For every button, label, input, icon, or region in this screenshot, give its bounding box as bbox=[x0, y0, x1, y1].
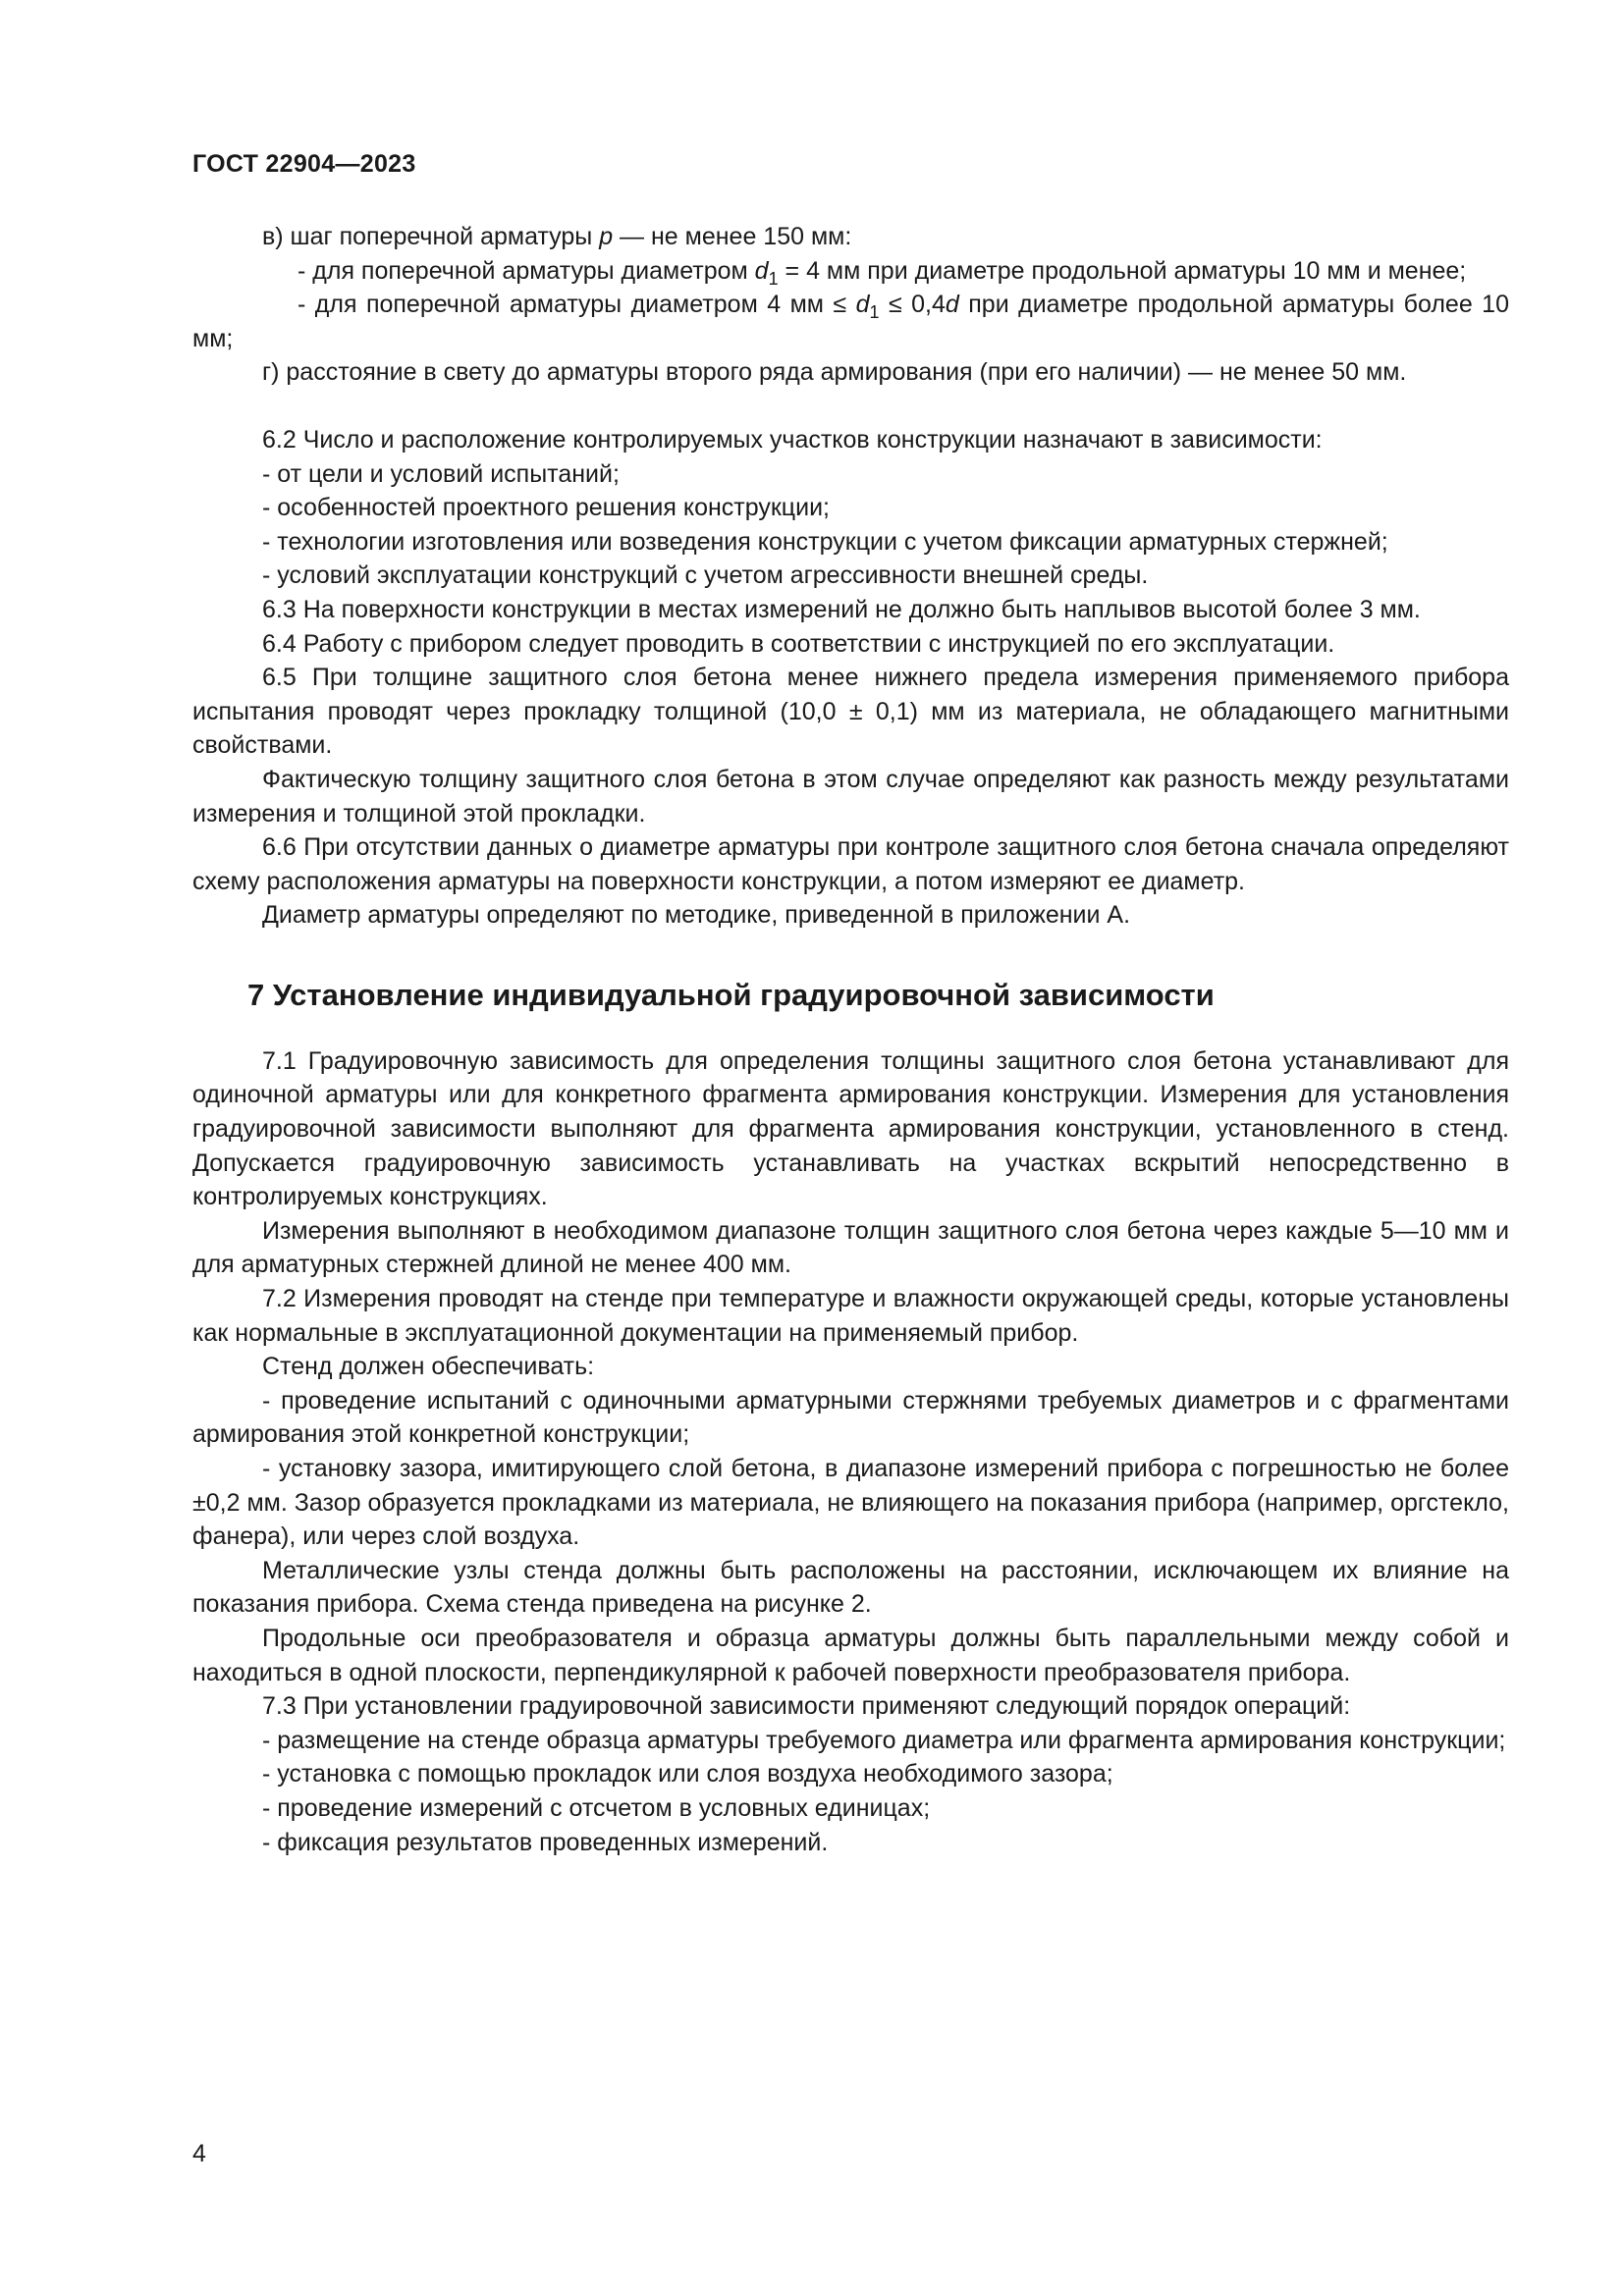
clause-7-2-axes: Продольные оси преобразователя и образца арматуры должны быть параллельными между собой и находиться в одной плоскости, перпендикулярной к рабочей поверхности преобразователя прибора. bbox=[192, 1624, 1509, 1686]
clause-6-2-list-item: - от цели и условий испытаний; bbox=[262, 459, 620, 488]
clause-7-3: 7.3 При установлении градуировочной зависимости применяют следующий порядок операций: bbox=[262, 1692, 1351, 1721]
item-v: в) шаг поперечной арматуры р — не менее 150 мм: bbox=[262, 223, 852, 250]
clause-6-2: 6.2 Число и расположение контролируемых участков конструкции назначают в зависимости: bbox=[262, 425, 1323, 454]
clause-6-5-note: Фактическую толщину защитного слоя бетона в этом случае определяют как разность между результатами измерения и толщиной этой прокладки. bbox=[192, 765, 1509, 828]
clause-7-3-list-item: - размещение на стенде образца арматуры требуемого диаметра или фрагмента армирования конструкции; bbox=[262, 1726, 1506, 1754]
clause-7-1-note: Измерения выполняют в необходимом диапазоне толщин защитного слоя бетона через каждые 5—10 мм и для арматурных стержней длиной не менее 400 мм. bbox=[192, 1216, 1509, 1279]
clause-6-3: 6.3 На поверхности конструкции в местах измерений не должно быть наплывов высотой более 3 мм. bbox=[262, 595, 1421, 623]
clause-6-5: 6.5 При толщине защитного слоя бетона менее нижнего предела измерения применяемого прибора испытания проводят через прокладку толщиной (10,0 ± 0,1) мм из материала, не обладающего магнитными свойствами. bbox=[192, 664, 1509, 760]
section-7-heading: 7 Установление индивидуальной градуировочной зависимости bbox=[247, 977, 1215, 1012]
clause-6-4: 6.4 Работу с прибором следует проводить в соответствии с инструкцией по его эксплуатации. bbox=[262, 629, 1335, 658]
clause-7-2-metal: Металлические узлы стенда должны быть расположены на расстоянии, исключающем их влияние на показания прибора. Схема стенда приведена на рисунке 2. bbox=[192, 1556, 1509, 1619]
item-g: г) расстояние в свету до арматуры второго ряда армирования (при его наличии) — не менее 50 мм. bbox=[262, 358, 1407, 387]
clause-7-2: 7.2 Измерения проводят на стенде при температуре и влажности окружающей среды, которые установлены как нормальные в эксплуатационной документации на применяемый прибор. bbox=[192, 1285, 1509, 1347]
clause-6-6-note: Диаметр арматуры определяют по методике, приведенной в приложении А. bbox=[262, 901, 1131, 930]
document-header-id: ГОСТ 22904—2023 bbox=[192, 150, 416, 178]
clause-7-2-list-item: - установку зазора, имитирующего слой бетона, в диапазоне измерений прибора с погрешностью не более ±0,2 мм. Зазор образуется прокладками из материала, не влияющего на показания прибора (например, оргстекло, фанера), или через слой воздуха. bbox=[192, 1455, 1509, 1551]
clause-7-2-intro: Стенд должен обеспечивать: bbox=[262, 1353, 595, 1381]
clause-7-3-list-item: - установка с помощью прокладок или слоя воздуха необходимого зазора; bbox=[262, 1760, 1113, 1789]
page-number: 4 bbox=[192, 2140, 206, 2167]
item-v-sub2: - для поперечной арматуры диаметром 4 мм ≤ $d_1 \le 0,4d$ при диаметре продольной арматуры более 10 мм; bbox=[192, 291, 1509, 352]
clause-6-2-list-item: - условий эксплуатации конструкций с учетом агрессивности внешней среды. bbox=[262, 561, 1149, 590]
item-v-sub1: - для поперечной арматуры диаметром $d_1 = 4$ мм при диаметре продольной арматуры 10 мм и менее; bbox=[298, 256, 1467, 289]
clause-6-2-list-item: - технологии изготовления или возведения конструкции с учетом фиксации арматурных стержней; bbox=[262, 527, 1388, 556]
clause-6-2-list-item: - особенностей проектного решения конструкции; bbox=[262, 494, 831, 522]
clause-7-3-list-item: - фиксация результатов проведенных измерений. bbox=[262, 1828, 829, 1856]
clause-6-6: 6.6 При отсутствии данных о диаметре арматуры при контроле защитного слоя бетона сначала определяют схему расположения арматуры на поверхности конструкции, а потом измеряют ее диаметр. bbox=[192, 833, 1509, 895]
document-body bbox=[192, 220, 1509, 1859]
clause-7-1: 7.1 Градуировочную зависимость для определения толщины защитного слоя бетона устанавливают для одиночной арматуры или для конкретного фрагмента армирования конструкции. Измерения для установления градуировочной зависимости выполняют для фрагмента армирования конструкции, установленного в стенд. Допускается градуировочную зависимость устанавливать на участках вскрытий непосредственно в контролируемых конструкциях. bbox=[192, 1046, 1509, 1211]
clause-7-2-list-item: - проведение испытаний с одиночными арматурными стержнями требуемых диаметров и с фрагментами армирования этой конкретной конструкции; bbox=[192, 1386, 1509, 1449]
clause-7-3-list-item: - проведение измерений с отсчетом в условных единицах; bbox=[262, 1793, 931, 1822]
